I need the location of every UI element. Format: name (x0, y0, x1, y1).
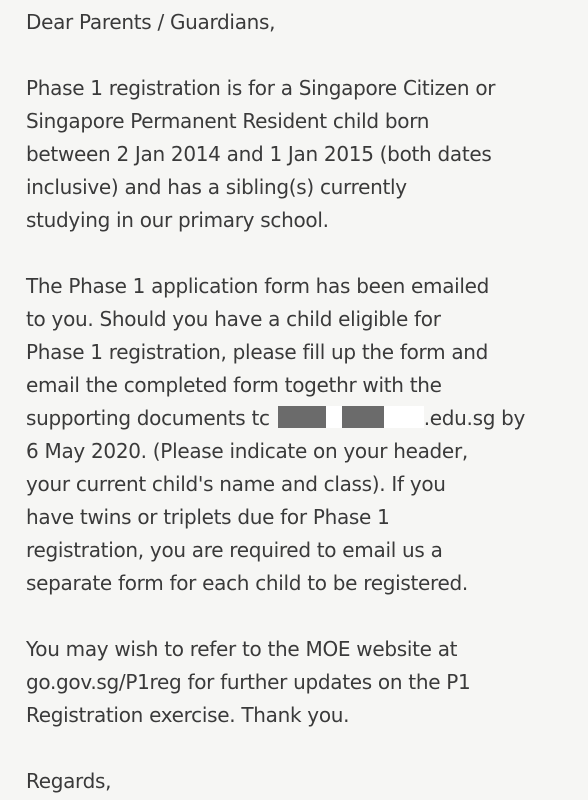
closing: Regards, (26, 769, 112, 793)
text-line: have twins or triplets due for Phase 1 (26, 505, 390, 529)
paragraph-spacer (26, 39, 568, 72)
text-line: registration, you are required to email us a (26, 538, 443, 562)
text-line: Phase 1 registration is for a Singapore Citizen or (26, 76, 496, 100)
paragraph-application-form (26, 270, 568, 600)
greeting: Dear Parents / Guardians, (26, 10, 276, 34)
text-line: to you. Should you have a child eligible for (26, 307, 441, 331)
paragraph-spacer (26, 732, 568, 765)
text-line: between 2 Jan 2014 and 1 Jan 2015 (both dates (26, 142, 492, 166)
redaction-block (278, 406, 326, 428)
email-domain-fragment: .edu.sg by (423, 406, 526, 430)
text-line: studying in our primary school. (26, 208, 329, 232)
text-line: You may wish to refer to the MOE website at (26, 637, 458, 661)
text-line: Registration exercise. Thank you. (26, 703, 350, 727)
text-line: your current child's name and class). If you (26, 472, 446, 496)
text-line: Singapore Permanent Resident child born (26, 109, 430, 133)
text-line: go.gov.sg/P1reg for further updates on the P1 (26, 670, 471, 694)
text-line: email the completed form togeth⁠r with the (26, 373, 442, 397)
redaction-block (384, 406, 424, 428)
redaction-block (342, 406, 384, 428)
text-line: separate form for each child to be registered. (26, 571, 468, 595)
paragraph-spacer (26, 600, 568, 633)
paragraph-eligibility (26, 72, 568, 237)
text-line: Phase 1 registration, please fill up the form and (26, 340, 489, 364)
text-line: 6 May 2020. (Please indicate on your header, (26, 439, 468, 463)
paragraph-spacer (26, 237, 568, 270)
redaction-block (326, 406, 342, 428)
paragraph-moe-website (26, 633, 568, 732)
text-fragment: supporting documents tc (26, 406, 270, 430)
text-line: The Phase 1 application form has been emailed (26, 274, 490, 298)
text-line: inclusive) and has a sibling(s) currently (26, 175, 407, 199)
text-line-with-redaction (26, 402, 568, 435)
